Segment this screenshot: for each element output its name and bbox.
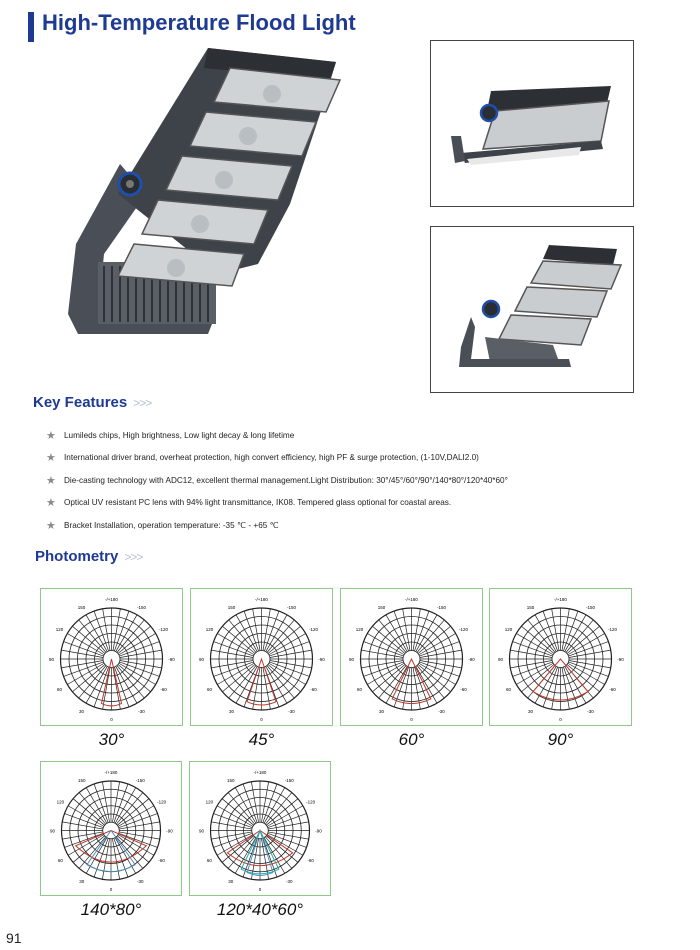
polar-tick-label: 90 [48, 657, 55, 662]
beam-angle-label: 30° [98, 730, 125, 749]
polar-tick-label: 30 [78, 708, 85, 714]
polar-tick-label: -120 [306, 799, 316, 805]
polar-tick-label: -120 [308, 627, 318, 632]
polar-tick-label: 30 [228, 708, 235, 714]
beam-angle-label: 140*80° [80, 900, 142, 919]
beam-angle-label: 120*40*60° [216, 900, 304, 919]
feature-text: Optical UV resistant PC lens with 94% light transmittance, IK08. Tempered glass optional for coastal areas. [64, 498, 452, 508]
title-accent-bar [28, 12, 34, 42]
polar-tick-label: 120 [205, 627, 214, 632]
polar-tick-label: -/+180 [105, 597, 118, 602]
polar-tick-label: 150 [77, 605, 86, 611]
polar-tick-label: 150 [227, 605, 236, 611]
polar-tick-label: -90 [318, 657, 325, 662]
polar-tick-label: -90 [315, 828, 322, 834]
feature-item [46, 447, 666, 470]
polar-tick-label: -30 [587, 708, 594, 714]
polar-tick-label: 120 [355, 627, 364, 632]
polar-tick-label: -120 [458, 627, 468, 632]
feature-item [46, 514, 666, 537]
polar-tick-label: -30 [285, 879, 293, 885]
polar-tick-label: 120 [504, 627, 513, 632]
polar-tick-label: 120 [205, 799, 214, 805]
polar-tick-label: -120 [158, 627, 168, 632]
polar-tick-label: 60 [206, 857, 212, 863]
polar-chart-frame [489, 588, 632, 726]
polar-tick-label: 60 [207, 687, 213, 692]
product-image-side-2 [430, 226, 634, 393]
polar-tick-label: 0 [260, 717, 263, 722]
feature-text: International driver brand, overheat protection, high convert efficiency, high PF & surge protection, (1-10V,DALI2.0) [64, 453, 479, 463]
key-features-heading [33, 394, 151, 411]
polar-tick-label: -30 [438, 708, 445, 714]
feature-text: Die-casting technology with ADC12, excellent thermal management.Light Distribution: 30°/45°/60°/90°/140*80°/120*40*60° [64, 475, 508, 485]
polar-tick-label: -/+180 [405, 597, 418, 602]
polar-chart-frame [40, 761, 182, 896]
feature-text: Bracket Installation, operation temperature: -35 ℃ - +65 ℃ [64, 521, 279, 531]
polar-tick-label: 120 [55, 627, 64, 632]
chevrons-icon: >>> [124, 550, 143, 564]
page-title: High-Temperature Flood Light [42, 10, 356, 35]
polar-chart-frame [189, 761, 331, 896]
star-icon: ★ [46, 429, 56, 442]
polar-tick-label: -150 [436, 605, 447, 611]
polar-tick-label: -120 [607, 627, 617, 632]
photometry-heading [35, 548, 142, 565]
star-icon: ★ [46, 497, 56, 510]
polar-tick-label: 90 [348, 657, 355, 662]
chevrons-icon: >>> [133, 396, 152, 410]
polar-tick-label: -90 [617, 657, 624, 662]
polar-tick-label: 30 [527, 708, 534, 714]
polar-tick-label: -60 [160, 687, 167, 692]
product-image-main [58, 44, 378, 344]
polar-tick-label: 90 [49, 828, 56, 834]
polar-chart [191, 589, 332, 725]
polar-tick-label: -60 [307, 857, 314, 863]
polar-tick-label: 0 [559, 717, 562, 722]
polar-tick-label: 150 [377, 605, 386, 611]
polar-tick-label: -150 [284, 777, 294, 783]
polar-tick-label: 0 [109, 887, 113, 892]
polar-tick-label: -90 [168, 657, 175, 662]
polar-tick-label: -90 [468, 657, 475, 662]
polar-tick-label: 150 [226, 777, 235, 783]
polar-tick-label: -60 [460, 687, 467, 692]
polar-tick-label: 90 [497, 657, 504, 662]
polar-tick-label: 90 [198, 828, 205, 834]
feature-item [46, 492, 666, 515]
polar-tick-label: -60 [310, 687, 317, 692]
polar-chart-frame [40, 588, 183, 726]
polar-tick-label: 60 [506, 687, 512, 692]
polar-chart [490, 589, 631, 725]
polar-tick-label: 0 [410, 717, 413, 722]
star-icon: ★ [46, 474, 56, 487]
polar-tick-label: -/+180 [255, 597, 268, 602]
polar-tick-label: -150 [585, 605, 596, 611]
beam-angle-label: 60° [398, 730, 425, 749]
polar-chart-frame [340, 588, 483, 726]
polar-tick-label: -/+180 [554, 597, 567, 602]
polar-chart [341, 589, 482, 725]
polar-tick-label: 0 [258, 887, 262, 892]
polar-tick-label: -30 [136, 879, 144, 885]
page-number: 91 [6, 930, 22, 946]
star-icon: ★ [46, 519, 56, 532]
polar-tick-label: 60 [357, 687, 363, 692]
polar-tick-label: 30 [228, 879, 234, 885]
polar-tick-label: 150 [77, 777, 86, 783]
feature-item [46, 469, 666, 492]
polar-chart [190, 762, 330, 895]
polar-tick-label: -150 [135, 777, 145, 783]
feature-item [46, 424, 666, 447]
polar-tick-label: 150 [526, 605, 535, 611]
photometry-title: Photometry [35, 548, 119, 565]
polar-tick-label: -150 [136, 605, 147, 611]
beam-angle-label: 45° [248, 730, 275, 749]
polar-tick-label: -30 [138, 708, 145, 714]
beam-angle-label: 90° [547, 730, 574, 749]
feature-list [46, 424, 666, 537]
polar-tick-label: -90 [166, 828, 173, 834]
product-image-side-1 [430, 40, 634, 207]
polar-tick-label: 120 [56, 799, 65, 805]
feature-text: Lumileds chips, High brightness, Low light decay & long lifetime [64, 430, 295, 440]
polar-chart [41, 589, 182, 725]
polar-tick-label: 0 [110, 717, 113, 722]
polar-tick-label: 60 [57, 687, 63, 692]
polar-tick-label: 60 [57, 857, 63, 863]
polar-tick-label: 30 [79, 879, 85, 885]
key-features-title: Key Features [33, 394, 128, 411]
polar-tick-label: 90 [198, 657, 205, 662]
polar-tick-label: -120 [157, 799, 167, 805]
polar-tick-label: 30 [378, 708, 385, 714]
polar-tick-label: -60 [609, 687, 616, 692]
polar-tick-label: -150 [286, 605, 297, 611]
polar-chart [41, 762, 181, 895]
star-icon: ★ [46, 452, 56, 465]
polar-tick-label: -/+180 [253, 770, 267, 775]
polar-tick-label: -30 [288, 708, 295, 714]
polar-tick-label: -/+180 [104, 770, 118, 775]
polar-tick-label: -60 [158, 857, 165, 863]
polar-chart-frame [190, 588, 333, 726]
